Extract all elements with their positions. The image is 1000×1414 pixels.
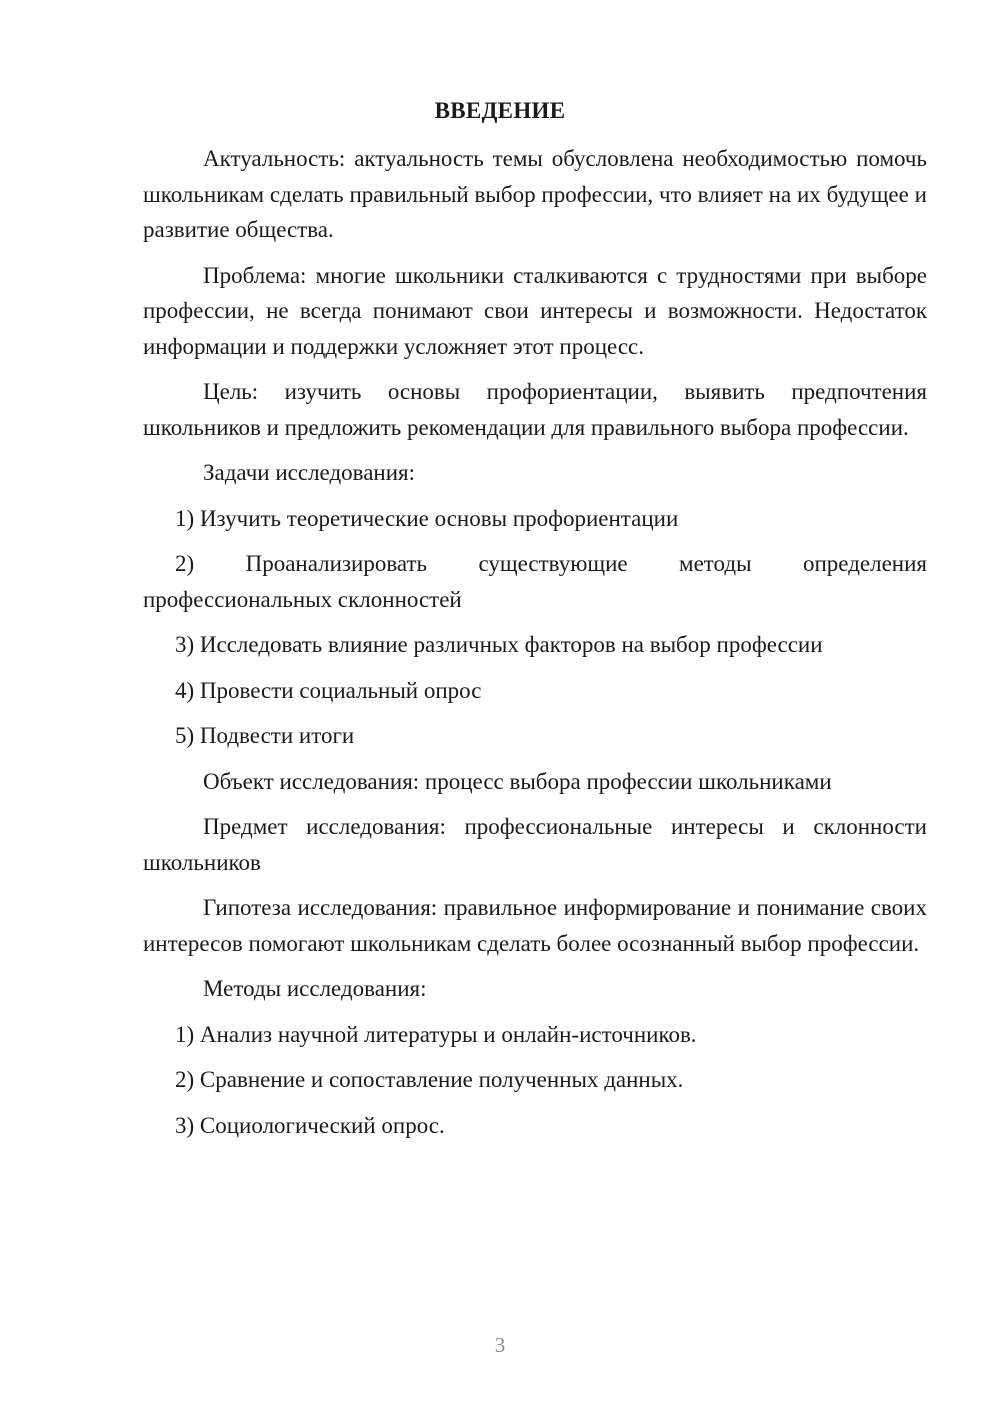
goal-paragraph: Цель: изучить основы профориентации, выявить предпочтения школьников и предложить рекомендации для правильного выбора профессии. bbox=[143, 379, 927, 440]
page-number: 3 bbox=[494, 1333, 506, 1357]
task-item: 5) Подвести итоги bbox=[175, 723, 355, 748]
object-paragraph: Объект исследования: процесс выбора профессии школьниками bbox=[203, 768, 832, 794]
method-item: 1) Анализ научной литературы и онлайн-источников. bbox=[175, 1021, 697, 1047]
task-item: 3) Исследовать влияние различных факторов на выбор профессии bbox=[175, 632, 823, 657]
body-text bbox=[143, 141, 927, 1153]
tasks-heading: Задачи исследования: bbox=[203, 460, 416, 485]
problem-paragraph: Проблема: многие школьники сталкиваются с трудностями при выборе профессии, не всегда понимают свои интересы и возможности. Недостаток информации и поддержки усложняет этот процесс. bbox=[143, 262, 927, 359]
hypothesis-paragraph: Гипотеза исследования: правильное информирование и понимание своих интересов помогают школьникам сделать более осознанный выбор профессии. bbox=[143, 895, 927, 956]
task-item: 1) Изучить теоретические основы профориентации bbox=[175, 505, 679, 531]
subject-paragraph: Предмет исследования: профессиональные интересы и склонности школьников bbox=[143, 814, 927, 875]
task-item: 2) Проанализировать существующие методы определения профессиональных склонностей bbox=[143, 551, 927, 612]
methods-heading: Методы исследования: bbox=[203, 976, 427, 1001]
section-heading: ВВЕДЕНИЕ bbox=[434, 98, 566, 123]
method-item: 3) Социологический опрос. bbox=[175, 1112, 445, 1138]
relevance-paragraph: Актуальность: актуальность темы обусловлена необходимостью помочь школьникам сделать правильный выбор профессии, что влияет на их будущее и развитие общества. bbox=[143, 146, 927, 242]
method-item: 2) Сравнение и сопоставление полученных данных. bbox=[175, 1067, 684, 1092]
task-item: 4) Провести социальный опрос bbox=[175, 677, 482, 703]
